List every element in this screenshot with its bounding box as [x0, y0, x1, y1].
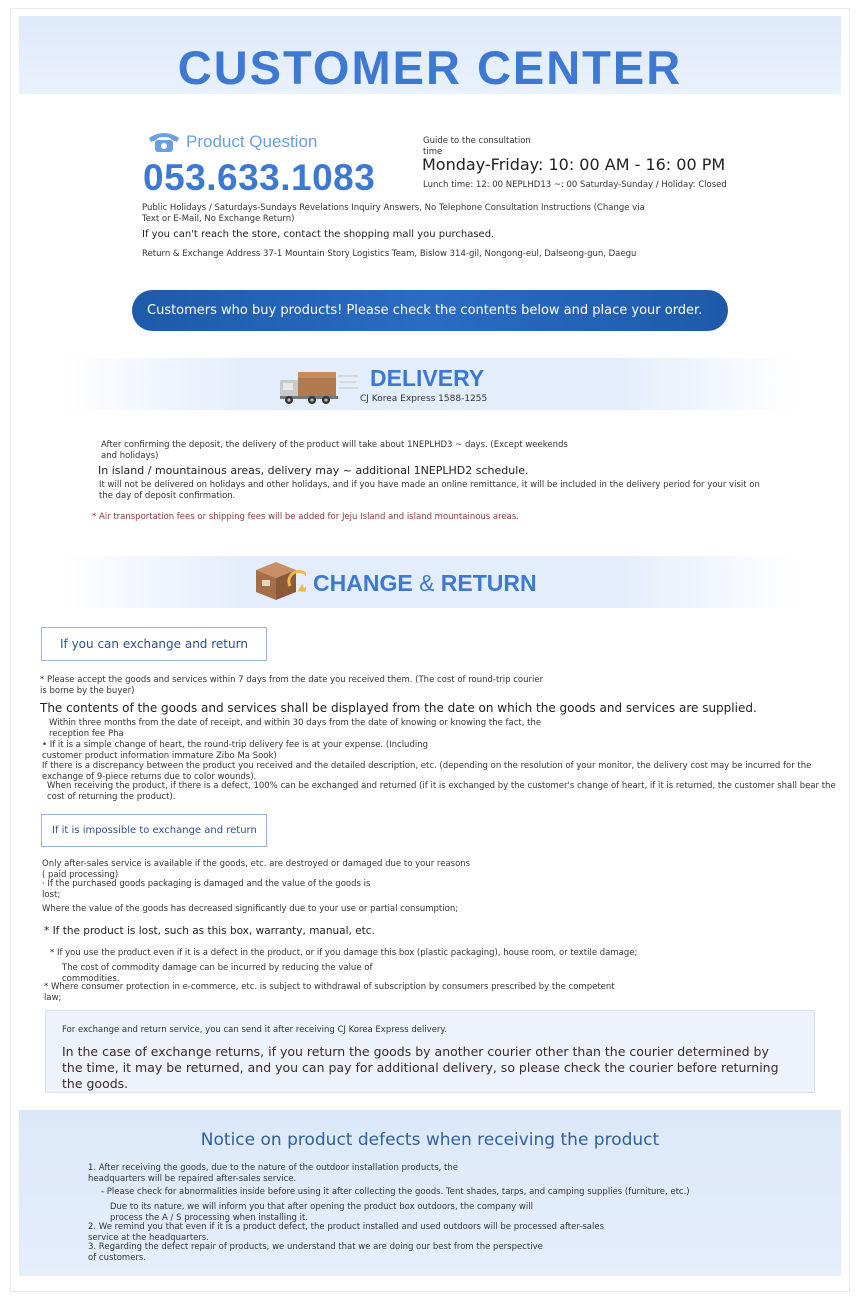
- box-icon: [252, 560, 306, 602]
- defect-line-5: 3. Regarding the defect repair of products, we understand that we are doing our best from the perspective of customers.: [88, 1242, 543, 1263]
- return-address: Return & Exchange Address 37-1 Mountain Story Logistics Team, Bislow 314-gil, Nongong-eul, Dalseong-gun, Daegu: [142, 249, 637, 259]
- phone-number[interactable]: 053.633.1083: [143, 157, 376, 198]
- impossible-line-3: Where the value of the goods has decreased significantly due to your use or partial consumption;: [42, 904, 459, 914]
- possible-line-5: If there is a discrepancy between the product you received and the detailed description, etc. (depending on the resolution of your monitor, the delivery cost may be incurred for the exchange of 9-piece returns due to color wounds).: [42, 761, 812, 782]
- exchange-possible-label-box: [41, 627, 267, 661]
- possible-line-1: * Please accept the goods and services within 7 days from the date you received them. (The cost of round-trip courier is borne by the buyer): [40, 675, 544, 696]
- exchange-notice-box: [45, 1010, 815, 1093]
- change-return-title-b: RETURN: [440, 570, 537, 596]
- impossible-line-5: * If you use the product even if it is a defect in the product, or if you damage this box (plastic packaging), house room, or textile damage;: [50, 948, 638, 958]
- defect-line-4: 2. We remind you that even if it is a product defect, the product installed and used outdoors will be processed after-sales service at the headquarters.: [88, 1222, 605, 1243]
- impossible-line-4: * If the product is lost, such as this box, warranty, manual, etc.: [44, 925, 375, 937]
- delivery-line-3: It will not be delivered on holidays and other holidays, and if you have made an online remittance, it will be included in the delivery period for your visit on the day of deposit confirmation.: [99, 480, 760, 501]
- change-return-title-amp: &: [419, 570, 435, 596]
- exchange-notice-big: In the case of exchange returns, if you return the goods by another courier other than the courier determined by the time, it may be returned, and you can pay for additional delivery, so please check the courier before returning the goods.: [62, 1044, 779, 1091]
- exchange-impossible-label: If it is impossible to exchange and return: [52, 825, 257, 836]
- order-notice-text: Customers who buy products! Please check the contents below and place your order.: [147, 303, 703, 318]
- lunch-time: Lunch time: 12: 00 NEPLHD13 ~: 00 Saturday-Sunday / Holiday: Closed: [423, 180, 727, 190]
- exchange-possible-label: If you can exchange and return: [60, 637, 248, 651]
- holiday-note: Public Holidays / Saturdays-Sundays Revelations Inquiry Answers, No Telephone Consultation Instructions (Change via Text or E-Mail, No Exchange Return): [142, 203, 645, 224]
- phone-icon: [146, 130, 182, 154]
- delivery-line-2: In island / mountainous areas, delivery may ~ additional 1NEPLHD2 schedule.: [98, 464, 529, 477]
- delivery-line-4: * Air transportation fees or shipping fees will be added for Jeju Island and island mountainous areas.: [92, 512, 520, 522]
- delivery-truck-icon: [278, 366, 360, 406]
- possible-line-4: • If it is a simple change of heart, the round-trip delivery fee is at your expense. (Including customer product information immature Zibo Ma Sook): [42, 740, 428, 761]
- defect-notice-panel: [19, 1110, 841, 1276]
- change-return-title: [313, 570, 537, 597]
- defect-line-3: Due to its nature, we will inform you that after opening the product box outdoors, the company will process the A / S processing when installing it.: [110, 1202, 533, 1223]
- defect-line-1: 1. After receiving the goods, due to the nature of the outdoor installation products, the headquarters will be repaired after-sales service.: [88, 1163, 459, 1184]
- impossible-line-6: The cost of commodity damage can be incurred by reducing the value of commodities.: [62, 963, 373, 984]
- consultation-guide-label: Guide to the consultation time: [423, 136, 531, 157]
- impossible-line-7: * Where consumer protection in e-commerce, etc. is subject to withdrawal of subscription by consumers prescribed by the competent law;: [44, 982, 615, 1003]
- courier-info: CJ Korea Express 1588-1255: [360, 394, 488, 404]
- order-notice-banner: [132, 290, 728, 331]
- delivery-line-1: After confirming the deposit, the delivery of the product will take about 1NEPLHD3 ~ days. (Except weekends and holidays): [101, 440, 568, 461]
- defect-notice-title: Notice on product defects when receiving the product: [200, 1130, 660, 1150]
- possible-line-2: The contents of the goods and services shall be displayed from the date on which the goods and services are supplied.: [40, 701, 757, 715]
- delivery-title: DELIVERY: [370, 365, 485, 391]
- impossible-line-1: Only after-sales service is available if the goods, etc. are destroyed or damaged due to your reasons ( paid processing): [42, 859, 471, 880]
- product-question-label: [146, 130, 317, 154]
- possible-line-3: Within three months from the date of receipt, and within 30 days from the date of knowing or knowing the fact, the reception fee Pha: [49, 718, 542, 739]
- impossible-line-2: · If the purchased goods packaging is damaged and the value of the goods is lost;: [42, 879, 371, 900]
- possible-line-6: When receiving the product, if there is a defect, 100% can be exchanged and returned (if it is exchanged by the customer's change of heart, if it is returned, the customer shall bear the cost of returning the product).: [47, 781, 836, 802]
- page-title: CUSTOMER CENTER: [177, 41, 683, 94]
- change-return-title-a: CHANGE: [313, 570, 413, 596]
- consultation-hours: Monday-Friday: 10: 00 AM - 16: 00 PM: [422, 155, 726, 174]
- defect-line-2: - Please check for abnormalities inside before using it after collecting the goods. Tent shades, tarps, and camping supplies (furniture, etc.): [101, 1187, 690, 1197]
- store-note: If you can't reach the store, contact the shopping mall you purchased.: [142, 229, 495, 240]
- exchange-notice-small: For exchange and return service, you can send it after receiving CJ Korea Express delivery.: [62, 1025, 447, 1035]
- title-band: [19, 16, 841, 94]
- exchange-impossible-label-box: [41, 814, 267, 847]
- product-question-text: Product Question: [186, 132, 318, 151]
